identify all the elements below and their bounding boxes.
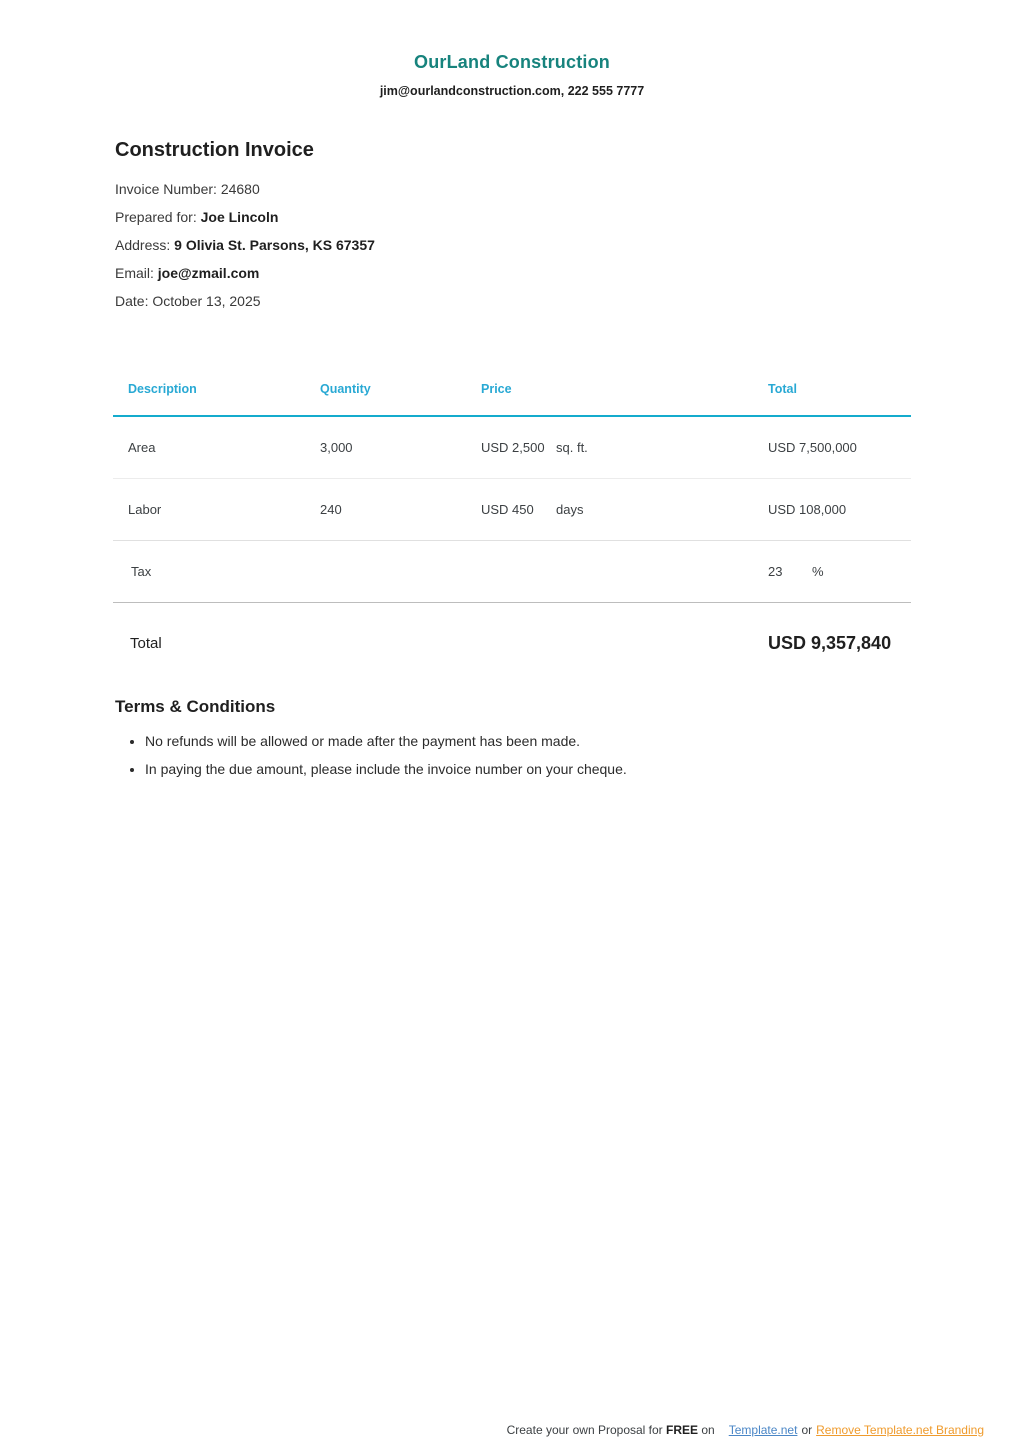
row-description: Area — [128, 440, 156, 455]
column-header-quantity: Quantity — [320, 382, 371, 396]
table-row — [113, 541, 911, 603]
email-label: Email: — [115, 265, 158, 281]
prepared-for-label: Prepared for: — [115, 209, 201, 225]
prepared-for-value: Joe Lincoln — [200, 209, 279, 225]
date-label: Date: — [115, 293, 153, 309]
row-total-unit: % — [812, 564, 824, 579]
invoice-items-table — [113, 373, 911, 683]
row-price: USD 2,500 — [481, 440, 545, 455]
remove-branding-link[interactable]: Remove Template.net Branding — [816, 1423, 984, 1437]
terms-section — [115, 697, 911, 783]
address-label: Address: — [115, 237, 175, 253]
invoice-meta-section — [115, 139, 911, 315]
invoice-number-label: Invoice Number: — [115, 181, 221, 197]
row-price: USD 450 — [481, 502, 534, 517]
row-quantity: 3,000 — [320, 440, 353, 455]
terms-item: • No refunds will be allowed or made after the payment has been made. — [145, 727, 911, 755]
table-total-row — [113, 603, 911, 683]
footer-or-text: or — [801, 1423, 813, 1437]
row-total-value: USD 108,000 — [768, 502, 847, 517]
invoice-title: Construction Invoice — [115, 139, 314, 161]
row-quantity: 240 — [320, 502, 342, 517]
table-row — [113, 479, 911, 541]
grand-total-value: USD 9,357,840 — [768, 632, 892, 653]
footer-text-prefix: Create your own Proposal for — [506, 1423, 667, 1437]
terms-heading: Terms & Conditions — [115, 697, 276, 716]
date-value: October 13, 2025 — [152, 293, 261, 309]
email-value: joe@zmail.com — [157, 265, 260, 281]
invoice-number-line — [115, 175, 911, 203]
row-total — [768, 564, 911, 579]
column-header-total: Total — [768, 382, 797, 396]
company-name: OurLand Construction — [414, 52, 610, 72]
prepared-for-line — [115, 203, 911, 231]
column-header-description: Description — [128, 382, 197, 396]
row-total-value: 23 — [768, 564, 783, 579]
invoice-number-value: 24680 — [220, 181, 260, 197]
email-line — [115, 259, 911, 287]
table-header-row — [113, 373, 911, 417]
row-total — [768, 502, 911, 517]
template-net-link[interactable]: Template.net — [728, 1423, 798, 1437]
table-row — [113, 417, 911, 479]
row-unit: days — [556, 502, 584, 517]
row-total — [768, 440, 911, 455]
terms-list — [145, 727, 911, 783]
terms-item: • In paying the due amount, please include the invoice number on your cheque. — [145, 755, 911, 783]
column-header-price: Price — [481, 382, 512, 396]
address-line — [115, 231, 911, 259]
grand-total-label: Total — [130, 634, 162, 652]
footer-free-text: FREE — [666, 1423, 699, 1437]
row-description: Labor — [128, 502, 162, 517]
row-total-value: USD 7,500,000 — [768, 440, 857, 455]
footer-text-mid: on — [698, 1423, 715, 1437]
date-line — [115, 287, 911, 315]
company-contact-line: jim@ourlandconstruction.com, 222 555 7777 — [379, 84, 645, 98]
row-unit: sq. ft. — [556, 440, 588, 455]
row-description: Tax — [131, 564, 152, 579]
letterhead — [0, 0, 1024, 98]
template-branding-footer — [507, 1423, 984, 1437]
address-value: 9 Olivia St. Parsons, KS 67357 — [174, 237, 375, 253]
